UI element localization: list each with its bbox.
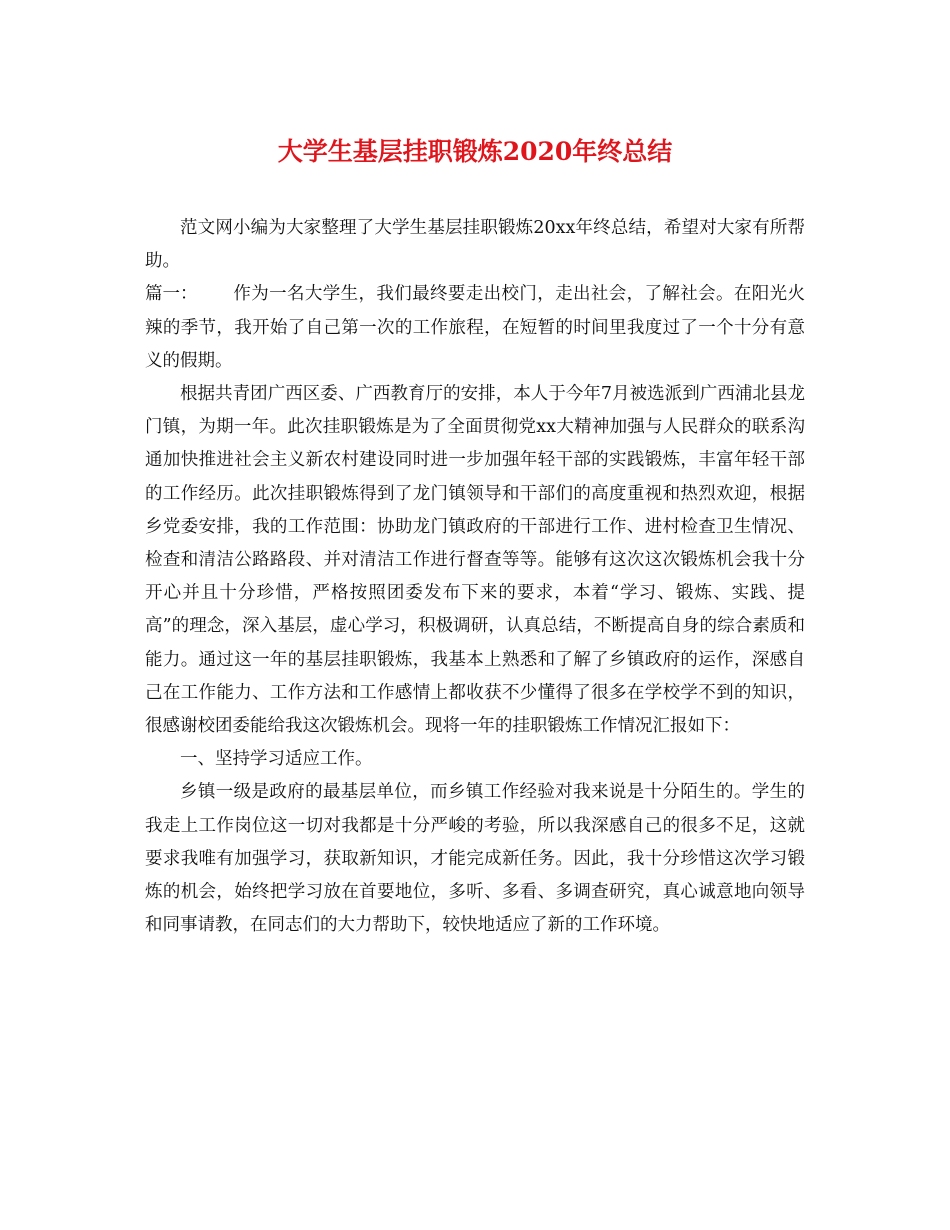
section-label: 篇一： <box>145 284 198 305</box>
document-title: 大学生基层挂职锻炼2020年终总结 <box>277 137 673 166</box>
body-paragraph-3: 乡镇一级是政府的最基层单位，而乡镇工作经验对我来说是十分陌生的。学生的我走上工作岗位这一切对我都是十分严峻的考验，所以我深感自己的很多不足，这就要求我唯有加强学习，获取新知识，才能完成新任务。因此，我十分珍惜这次学习锻炼的机会，始终把学习放在首要地位，多听、多看、多调查研究，真心诚意地向领导和同事请教，在同志们的大力帮助下，较快地适应了新的工作环境。 <box>145 782 805 936</box>
section-first-text: 作为一名大学生，我们最终要走出校门，走出社会，了解社会。在阳光火辣的季节，我开始了自己第一次的工作旅程，在短暂的时间里我度过了一个十分有意义的假期。 <box>145 284 805 371</box>
body-paragraph-2: 根据共青团广西区委、广西教育厅的安排，本人于今年7月被选派到广西浦北县龙门镇，为期一年。此次挂职锻炼是为了全面贯彻党xx大精神加强与人民群众的联系沟通加快推进社会主义新农村建设同时进一步加强年轻干部的实践锻炼，丰富年轻干部的工作经历。此次挂职锻炼得到了龙门镇领导和干部们的高度重视和热烈欢迎，根据乡党委安排，我的工作范围：协助龙门镇政府的干部进行工作、进村检查卫生情况、检查和清洁公路路段、并对清洁工作进行督查等等。能够有这次这次锻炼机会我十分开心并且十分珍惜，严格按照团委发布下来的要求，本着“学习、锻炼、实践、提高”的理念，深入基层，虚心学习，积极调研，认真总结，不断提高自身的综合素质和能力。通过这一年的基层挂职锻炼，我基本上熟悉和了解了乡镇政府的运作，深感自己在工作能力、工作方法和工作感情上都收获不少懂得了很多在学校学不到的知识，很感谢校团委能给我这次锻炼机会。现将一年的挂职锻炼工作情况汇报如下： <box>145 384 805 737</box>
intro-paragraph: 范文网小编为大家整理了大学生基层挂职锻炼20xx年终总结，希望对大家有所帮助。 <box>145 218 805 272</box>
section-paragraph <box>145 278 805 378</box>
document-body <box>145 212 805 942</box>
heading-1: 一、坚持学习适应工作。 <box>180 749 373 770</box>
